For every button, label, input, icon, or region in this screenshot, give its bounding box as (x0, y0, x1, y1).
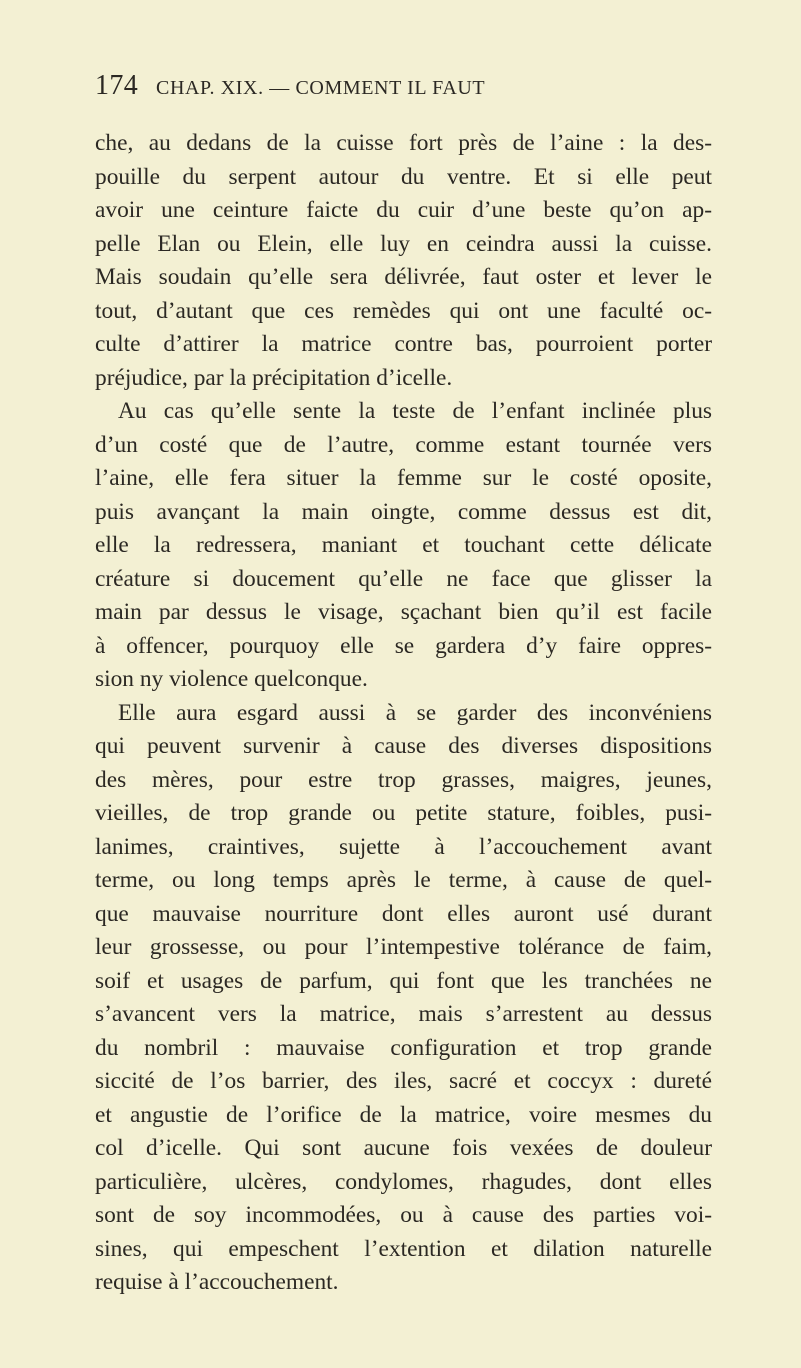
text-line: elle la redressera, maniant et touchant cette délicate (95, 532, 712, 558)
text-line: qui peuvent survenir à cause des diverses dispositions (95, 733, 712, 759)
text-line: tout, d’autant que ces remèdes qui ont une faculté oc- (95, 297, 712, 324)
text-line: puis avançant la main oingte, comme dessus est dit, (95, 498, 712, 525)
text-line: sines, qui empeschent l’extention et dilation naturelle (95, 1235, 712, 1262)
chapter-heading: CHAP. XIX. — COMMENT IL FAUT (156, 77, 486, 99)
text-line: d’un costé que de l’autre, comme estant tournée vers (95, 431, 712, 458)
text-line: Mais soudain qu’elle sera délivrée, faut oster et lever le (95, 264, 712, 290)
text-line: col d’icelle. Qui sont aucune fois vexées de douleur (95, 1135, 712, 1161)
text-line: soif et usages de parfum, qui font que les tranchées ne (95, 967, 712, 994)
text-line: avoir une ceinture faicte du cuir d’une beste qu’on ap- (95, 197, 712, 223)
text-line: et angustie de l’orifice de la matrice, voire mesmes du (95, 1101, 712, 1128)
text-line: du nombril : mauvaise configuration et trop grande (95, 1034, 712, 1061)
text-line: requise à l’accouchement. (95, 1269, 339, 1295)
text-line: à offencer, pourquoy elle se gardera d’y faire oppres- (95, 632, 712, 659)
page-number: 174 (95, 70, 139, 101)
text-line: que mauvaise nourriture dont elles auront usé durant (95, 900, 712, 927)
text-line: créature si doucement qu’elle ne face que glisser la (95, 565, 712, 592)
body-text (95, 127, 712, 1300)
text-line: sont de soy incommodées, ou à cause des parties voi- (95, 1202, 712, 1228)
text-line: pelle Elan ou Elein, elle luy en ceindra aussi la cuisse. (95, 230, 712, 257)
text-line: main par dessus le visage, sçachant bien qu’il est facile (95, 599, 712, 625)
text-line: pouille du serpent autour du ventre. Et si elle peut (95, 163, 712, 190)
text-line: préjudice, par la précipitation d’icelle. (95, 364, 453, 391)
text-line: sion ny violence quelconque. (95, 666, 368, 692)
text-line: culte d’attirer la matrice contre bas, pourroient porter (95, 331, 712, 357)
text-line: vieilles, de trop grande ou petite stature, foibles, pusi- (95, 800, 712, 826)
text-line: che, au dedans de la cuisse fort près de l’aine : la des- (95, 130, 712, 156)
text-line: lanimes, craintives, sujette à l’accouchement avant (95, 833, 712, 860)
text-line: l’aine, elle fera situer la femme sur le costé oposite, (95, 465, 712, 491)
text-line: s’avancent vers la matrice, mais s’arrestent au dessus (95, 1001, 712, 1027)
running-head (95, 71, 715, 105)
text-line: terme, ou long temps après le terme, à cause de quel- (95, 867, 712, 893)
text-line: leur grossesse, ou pour l’intempestive tolérance de faim, (95, 934, 712, 960)
text-line: particulière, ulcères, condylomes, rhagudes, dont elles (95, 1168, 712, 1195)
text-line: des mères, pour estre trop grasses, maigres, jeunes, (95, 766, 712, 793)
text-line: Au cas qu’elle sente la teste de l’enfant inclinée plus (118, 398, 712, 424)
text-line: Elle aura esgard aussi à se garder des inconvéniens (118, 699, 712, 726)
text-line: siccité de l’os barrier, des iles, sacré et coccyx : dureté (95, 1068, 712, 1094)
